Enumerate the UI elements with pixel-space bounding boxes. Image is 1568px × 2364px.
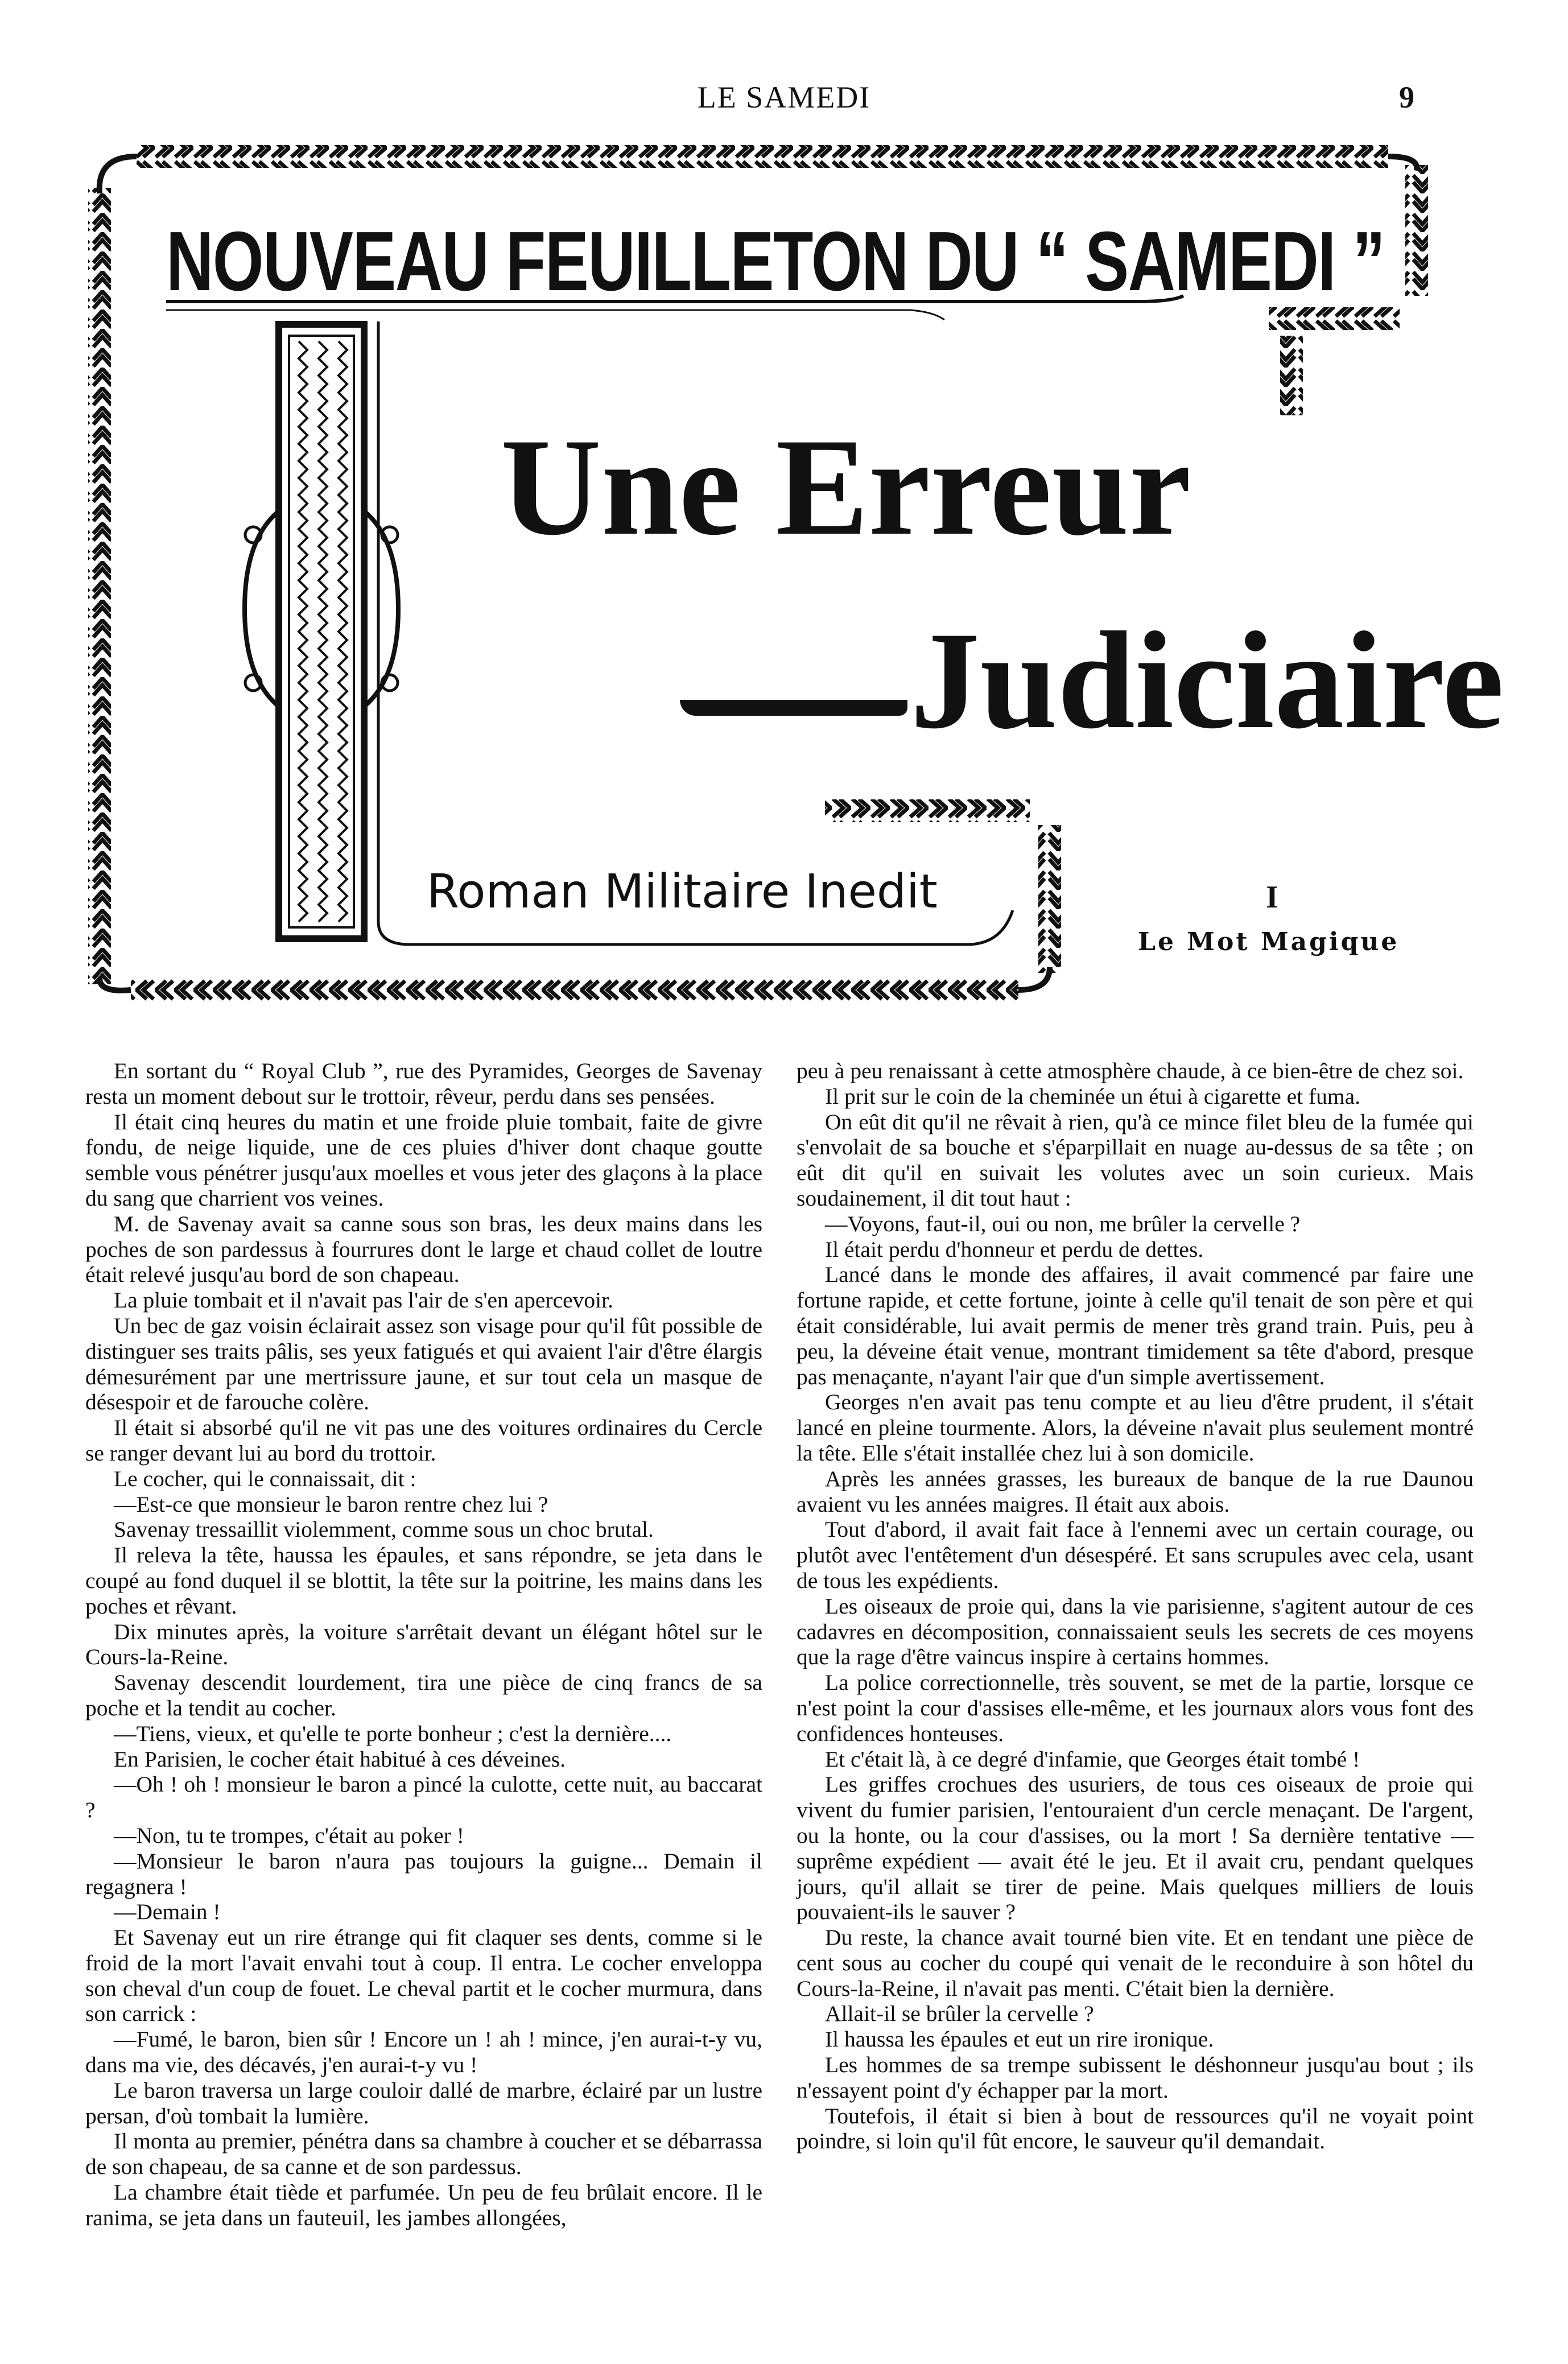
frame-left-border — [88, 188, 111, 984]
paragraph: En sortant du “ Royal Club ”, rue des Pyramides, Georges de Savenay resta un moment debout sur le trottoir, rêveur, perdu dans ses pensées. — [85, 1058, 762, 1109]
paragraph: Il était perdu d'honneur et perdu de dettes. — [825, 1236, 1204, 1262]
paragraph: —Demain ! — [114, 1899, 221, 1925]
paragraph: —Oh ! oh ! monsieur le baron a pincé la culotte, cette nuit, au baccarat ? — [85, 1772, 762, 1823]
feuilleton-kicker: NOUVEAU FEUILLETON DU “ SAMEDI ” — [166, 214, 1385, 308]
paragraph: Il était cinq heures du matin et une froide pluie tombait, faite de givre fondu, de neige liquide, une de ces pluies d'hiver dont chaque goutte semble vous pénétrer jusqu'aux moelles et vous jeter des glaçons à la place du sang que charrient vos veines. — [85, 1109, 762, 1211]
paragraph: —Tiens, vieux, et qu'elle te porte bonheur ; c'est la dernière.... — [114, 1721, 672, 1746]
paragraph: M. de Savenay avait sa canne sous son bras, les deux mains dans les poches de son pardessus à fourrures dont le large et chaud collet de loutre était relevé jusqu'au bord de son chapeau. — [85, 1211, 762, 1288]
article-left-column — [85, 1058, 762, 2231]
paragraph: Et c'était là, à ce degré d'infamie, que Georges était tombé ! — [825, 1746, 1360, 1772]
paragraph: —Est-ce que monsieur le baron rentre chez lui ? — [114, 1491, 548, 1517]
paragraph: Et Savenay eut un rire étrange qui fit claquer ses dents, comme si le froid de la mort l'avait envahi tout à coup. Il entra. Le cocher enveloppa son cheval d'un coup de fouet. Le cheval partit et le cocher murmura, dans son carrick : — [85, 1925, 762, 2027]
paragraph: La police correctionnelle, très souvent, se met de la partie, lorsque ce n'est point la cour d'assises elle-même, et les journaux alors vous font des confidences honteuses. — [797, 1670, 1474, 1746]
paragraph: Lancé dans le monde des affaires, il avait commencé par faire une fortune rapide, et cette fortune, jointe à celle qu'il tenait de son père et qui était considérable, lui avait permis de mener très grand train. Puis, peu à peu, la déveine était venue, montrant timidement sa tête d'abord, presque pas menaçante, n'ayant l'air que d'un simple avertissement. — [797, 1262, 1474, 1389]
chapter-number: I — [1266, 880, 1278, 915]
paragraph: Savenay tressaillit violemment, comme sous un choc brutal. — [114, 1517, 654, 1542]
paragraph: Il releva la tête, haussa les épaules, et sans répondre, se jeta dans le coupé au fond duquel il se blottit, la tête sur la poitrine, les mains dans les poches et rêvant. — [85, 1542, 762, 1619]
paragraph: Savenay descendit lourdement, tira une pièce de cinq francs de sa poche et la tendit au cocher. — [85, 1670, 762, 1721]
title-rule — [680, 700, 907, 716]
paragraph: Un bec de gaz voisin éclairait assez son visage pour qu'il fût possible de distinguer ses traits pâlis, ses yeux fatigués et qui avaient l'air d'être élargis démesurément par une mertrissure jaune, et sur tout cela un masque de désespoir et de farouche colère. — [85, 1313, 762, 1415]
paragraph: —Monsieur le baron n'aura pas toujours la guigne... Demain il regagnera ! — [85, 1848, 762, 1899]
paragraph: Les griffes crochues des usuriers, de tous ces oiseaux de proie qui vivent du fumier parisien, l'entouraient d'un cercle menaçant. De l'argent, ou la honte, ou la cour d'assises, ou la mort ! Sa dernière tentative — suprême expédient — avait été le jeu. Et il avait cru, pendant quelques jours, qu'il allait se tirer de peine. Mais quelques milliers de louis pouvaient-ils le sauver ? — [797, 1772, 1474, 1925]
paragraph: —Non, tu te trompes, c'était au poker ! — [114, 1822, 464, 1848]
paragraph: Il était si absorbé qu'il ne vit pas une des voitures ordinaires du Cercle se ranger devant lui au bord du trottoir. — [85, 1415, 762, 1466]
paragraph: Le baron traversa un large couloir dallé de marbre, éclairé par un lustre persan, d'où tombait la lumière. — [85, 2077, 762, 2128]
paragraph: —Fumé, le baron, bien sûr ! Encore un ! ah ! mince, j'en aurai-t-y vu, dans ma vie, des décavés, j'en aurai-t-y vu ! — [85, 2027, 762, 2078]
paragraph: Allait-il se brûler la cervelle ? — [825, 2001, 1094, 2027]
subtitle: Roman Militaire Inedit — [427, 865, 938, 919]
paragraph: Georges n'en avait pas tenu compte et au lieu d'être prudent, il s'était lancé en pleine tourmente. Alors, la déveine n'avait plus seulement montré la tête. Elle s'était installée chez lui à son domicile. — [797, 1389, 1474, 1466]
article-right-column — [797, 1058, 1474, 2154]
paragraph: La chambre était tiède et parfumée. Un peu de feu brûlait encore. Il le ranima, se jeta dans un fauteuil, les jambes allongées, — [85, 2180, 762, 2230]
paragraph: peu à peu renaissant à cette atmosphère chaude, à ce bien-être de chez soi. — [797, 1058, 1464, 1083]
paragraph: Les oiseaux de proie qui, dans la vie parisienne, s'agitent autour de ces cadavres en décomposition, connaissaient seuls les secrets de ces moyens que la rage d'être vaincus inspire à certains hommes. — [797, 1593, 1474, 1670]
paragraph: En Parisien, le cocher était habitué à ces déveines. — [114, 1746, 566, 1772]
paragraph: Il monta au premier, pénétra dans sa chambre à coucher et se débarrassa de son chapeau, de sa canne et de son pardessus. — [85, 2128, 762, 2180]
paragraph: Dix minutes après, la voiture s'arrêtait devant un élégant hôtel sur le Cours-la-Reine. — [85, 1619, 762, 1670]
frame-right-branch — [1269, 307, 1400, 330]
chapter-title: Le Mot Magique — [1138, 927, 1400, 956]
paragraph: Tout d'abord, il avait fait face à l'ennemi avec un certain courage, ou plutôt avec l'entêtement d'un désespéré. Et sans scrupules avec cela, usant de tous les expédients. — [797, 1517, 1474, 1593]
title-line-1: Une Erreur — [501, 410, 1191, 564]
journal-title: LE SAMEDI — [697, 80, 871, 114]
paragraph: Le cocher, qui le connaissait, dit : — [114, 1466, 416, 1491]
kicker-underline-2 — [166, 310, 944, 320]
frame-lower-descent — [1038, 825, 1061, 973]
paragraph: Il prit sur le coin de la cheminée un étui à cigarette et fuma. — [825, 1083, 1361, 1109]
right-scroll-ornament — [365, 512, 398, 706]
paragraph: —Voyons, faut-il, oui ou non, me brûler la cervelle ? — [825, 1211, 1301, 1236]
frame-lower-branch — [825, 799, 1030, 822]
frame-right-top-border — [1405, 165, 1428, 296]
paragraph: Les hommes de sa trempe subissent le déshonneur jusqu'au bout ; ils n'essayent point d'y échapper par la mort. — [797, 2052, 1474, 2103]
frame-bottom-border — [131, 979, 1018, 1001]
frame-top-border — [137, 145, 1388, 168]
paragraph: Après les années grasses, les bureaux de banque de la rue Daunou avaient vu les années maigres. Il était aux abois. — [797, 1466, 1474, 1517]
title-line-2: Judiciaire — [910, 603, 1504, 757]
paragraph: Il haussa les épaules et eut un rire ironique. — [825, 2027, 1214, 2052]
frame-right-inner-descent — [1280, 336, 1303, 415]
left-scroll-ornament — [245, 512, 278, 706]
paragraph: Toutefois, il était si bien à bout de ressources qu'il ne voyait point poindre, si loin qu'il fût encore, le sauveur qu'il demandait. — [797, 2103, 1474, 2154]
zigzag-column-ornament — [279, 324, 364, 939]
paragraph: La pluie tombait et il n'avait pas l'air de s'en apercevoir. — [114, 1288, 613, 1313]
page-number: 9 — [1399, 80, 1414, 114]
paragraph: Du reste, la chance avait tourné bien vite. Et en tendant une pièce de cent sous au cocher du coupé qui venait de le reconduire à son hôtel du Cours-la-Reine, il n'avait pas menti. C'était bien la dernière. — [797, 1925, 1474, 2001]
paragraph: On eût dit qu'il ne rêvait à rien, qu'à ce mince filet bleu de la fumée qui s'envolait de sa bouche et s'éparpillait en nuage au-dessus de sa tête ; on eût dit qu'il en suivait les volutes avec un soin curieux. Mais soudainement, il dit tout haut : — [797, 1109, 1474, 1211]
